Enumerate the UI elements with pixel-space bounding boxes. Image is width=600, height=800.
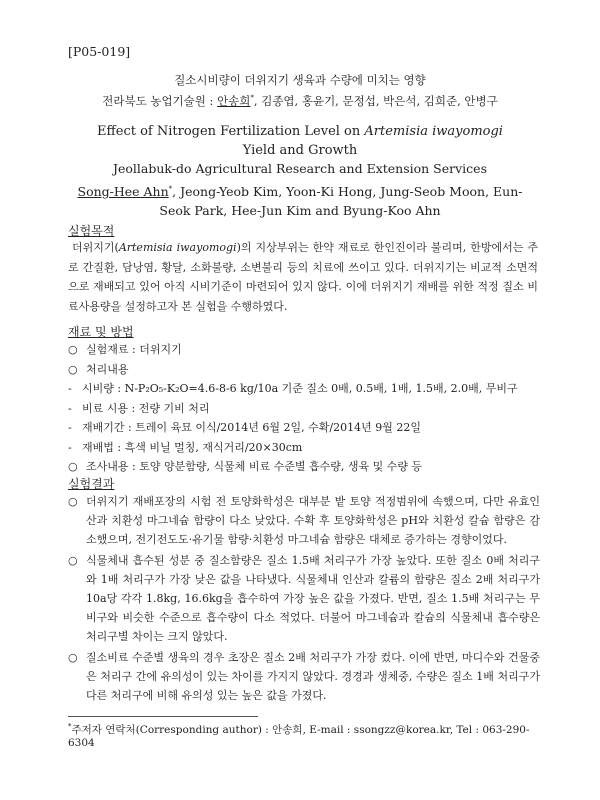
methods-item <box>68 438 538 458</box>
results-item-mark: ○ <box>68 495 78 508</box>
objective-text-prefix: 더위지기( <box>72 241 119 254</box>
methods-item <box>68 399 538 419</box>
methods-item-mark: - <box>68 382 72 395</box>
results-item-text: 식물체내 흡수된 성분 중 질소함량은 질소 1.5배 처리구가 가장 높았다. 또한 질소 0배 처리구와 1배 처리구가 가장 낮은 값을 나타냈다. 식물체내 인산과 칼륨의 함량은 질소 2배 처리구가 10a당 각각 1.8kg, 16.6kg을 흡수하여 가장 높은 값을 가졌다. 반면, 질소 1.5배 처리구는 무비구와 비슷한 수준으로 흡수량이 다소 적었다. 더불어 마그네슘과 칼슘의 식물체내 흡수량은 처리구별 차이는 크지 않았다. <box>86 554 540 643</box>
korean-lead-author-mark: * <box>250 94 254 103</box>
objective-text-body: )의 지상부위는 한약 재료로 한인진이라 불리며, 한방에서는 주로 간질환, 담낭염, 황달, 소화불량, 소변불리 등의 치료에 쓰이고 있다. 더위지기는 비교적 소면적으로 재배되고 있어 아직 시비기준이 마련되어 있지 않다. 이에 더위지기 재배를 위한 적정 질소 비료사용량을 설정하고자 본 실험을 수행하였다. <box>68 241 538 313</box>
methods-item-text: 조사내용 : 토양 양분함량, 식물체 비료 수준별 흡수량, 생육 및 수량 등 <box>86 460 423 473</box>
objective-heading: 실험목적 <box>68 224 115 238</box>
methods-item <box>68 418 538 438</box>
methods-item-text: 재배법 : 흑색 비닐 멀칭, 재식거리/20×30cm <box>82 440 303 454</box>
methods-item <box>68 360 538 380</box>
korean-authors <box>0 93 600 109</box>
english-coauthors: , Jeong-Yeob Kim, Yoon-Ki Hong, Jung-Seob Moon, Eun-Seok Park, Hee-Jun Kim and Byung-Koo Ahn <box>159 184 523 219</box>
results-item <box>68 492 540 549</box>
english-title-suffix: Yield and Growth <box>242 143 358 158</box>
results-list <box>68 492 540 707</box>
results-item <box>68 648 540 705</box>
methods-item <box>68 457 538 477</box>
results-item-text: 질소비료 수준별 생육의 경우 초장은 질소 2배 처리구가 가장 컸다. 이에 반면, 마디수와 건물중은 처리구 간에 유의성이 있는 차이를 가지지 않았다. 경경과 생체중, 수량은 질소 1배 처리구가 다른 처리구에 비해 유의성 있는 높은 값을 가졌다. <box>86 651 540 702</box>
korean-lead-author: 안송희 <box>217 94 251 108</box>
methods-item-mark: ○ <box>68 362 78 376</box>
methods-item-mark: ○ <box>68 343 78 356</box>
methods-heading: 재료 및 방법 <box>68 325 134 339</box>
footnote-mark: * <box>68 722 72 731</box>
methods-item-mark: - <box>68 401 72 415</box>
results-item <box>68 551 540 646</box>
methods-item-text: 재배기간 : 트레이 육묘 이식/2014년 6월 2일, 수확/2014년 9월 22일 <box>82 421 421 434</box>
methods-item-mark: ○ <box>68 460 78 473</box>
english-title <box>80 122 520 160</box>
korean-affiliation: 전라북도 농업기술원 : <box>102 94 218 108</box>
methods-item-mark: - <box>68 421 72 434</box>
footnote-text: 주저자 연락처(Corresponding author) : 안송희, E-mail : ssongzz@korea.kr, Tel : 063-290-6304 <box>68 724 530 749</box>
footnote <box>68 722 548 749</box>
results-item-mark: ○ <box>68 554 78 567</box>
english-authors <box>70 180 530 220</box>
korean-coauthors: , 김종엽, 홍윤기, 문정섭, 박은석, 김희준, 안병구 <box>253 94 498 108</box>
english-lead-author-mark: * <box>168 185 173 193</box>
objective-paragraph <box>68 238 538 316</box>
methods-item-text: 비료 시용 : 전량 기비 처리 <box>82 401 210 415</box>
results-item-text: 더위지기 재배포장의 시험 전 토양화학성은 대부분 밭 토양 적정범위에 속했으며, 다만 유효인산과 치환성 마그네슘 함량이 다소 낮았다. 수확 후 토양화학성은 pH와 치환성 칼슘 함량은 감소했으며, 전기전도도·유기물 함량·치환성 마그네슘 함량은 대체로 증가하는 경향이었다. <box>86 495 540 546</box>
english-title-species: Artemisia iwayomogi <box>364 124 503 139</box>
methods-item <box>68 340 538 360</box>
results-item-mark: ○ <box>68 651 78 664</box>
footnote-divider <box>68 716 258 717</box>
objective-species: Artemisia iwayomogi <box>118 241 237 254</box>
methods-item <box>68 379 538 399</box>
korean-title: 질소시비량이 더위지기 생육과 수량에 미치는 영향 <box>174 73 426 87</box>
english-lead-author: Song-Hee Ahn <box>77 184 169 200</box>
methods-item-text: 시비량 : N-P₂O₅-K₂O=4.6-8-6 kg/10a 기준 질소 0배, 0.5배, 1배, 1.5배, 2.0배, 무비구 <box>82 382 518 395</box>
results-heading: 실험결과 <box>68 477 115 491</box>
paper-code: [P05-019] <box>68 44 131 59</box>
english-institution: Jeollabuk-do Agricultural Research and Extension Services <box>112 161 487 176</box>
methods-item-text: 처리내용 <box>86 362 129 376</box>
methods-item-text: 실험재료 : 더위지기 <box>86 343 182 356</box>
methods-item-mark: - <box>68 440 72 454</box>
english-title-prefix: Effect of Nitrogen Fertilization Level on <box>97 124 365 139</box>
methods-list <box>68 340 538 477</box>
